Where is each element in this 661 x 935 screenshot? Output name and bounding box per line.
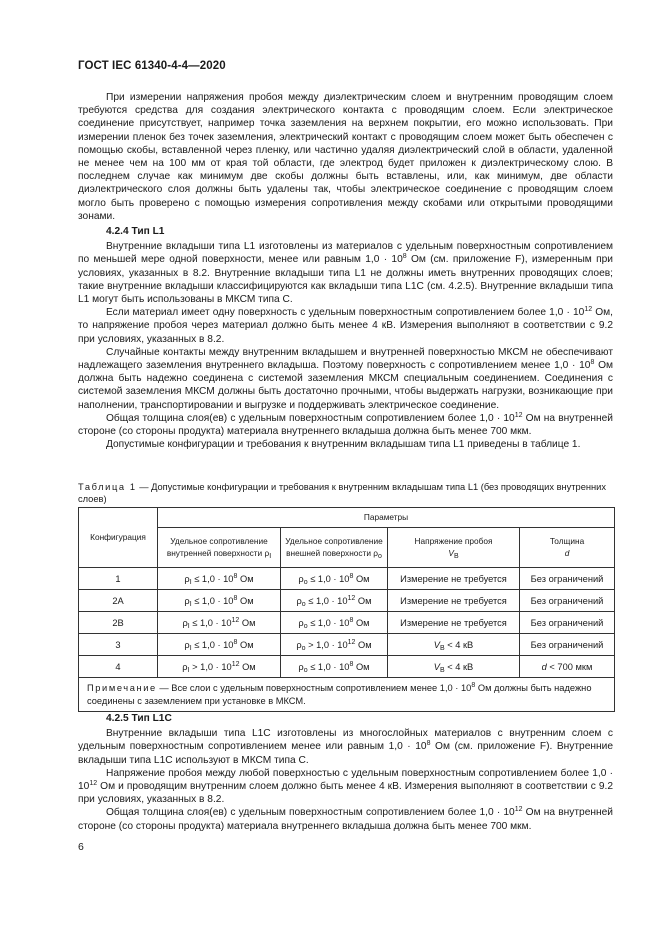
cell-thickness: Без ограничений: [520, 634, 615, 656]
col-header-config: Конфигурация: [79, 508, 158, 568]
paragraph: Случайные контакты между внутренним вкладышем и внутренней поверхностью МКСМ не обеспечивают надлежащего заземления внутреннего вкладыша. Поэтому поверхность с сопротивлением менее $1,0 \cdot 10^8$ Ом должна быть надежно соединена с системой заземления МКСМ специальным соединением. Соединения с системой заземления МКСМ должны быть достаточно прочными, чтобы выдержать нагрузки, возникающие при наполнении, транспортировании и выгрузке и поддерживать электрическое соединение.: [78, 346, 613, 411]
cell-voltage: $V_B < 4$ кВ: [388, 634, 520, 656]
cell-voltage: Измерение не требуется: [388, 612, 520, 634]
table-row: [79, 590, 615, 612]
cell-inner: $\rho_I \le 1,0 \cdot 10^{12}$ Ом: [158, 612, 281, 634]
cell-thickness: Без ограничений: [520, 568, 615, 590]
cell-config: 3: [79, 634, 158, 656]
cell-thickness: d < 700 мкм: [520, 656, 615, 678]
table-caption: Таблица 1 — Допустимые конфигурации и требования к внутренним вкладышам типа L1 (без проводящих внутренних слоев): [78, 482, 607, 504]
cell-outer: $\rho_o > 1,0 \cdot 10^{12}$ Ом: [281, 634, 388, 656]
paragraph: Допустимые конфигурации и требования к внутренним вкладышам типа L1 приведены в таблице 1.: [106, 439, 581, 451]
page-header: ГОСТ IEC 61340-4-4—2020: [78, 60, 226, 72]
cell-voltage: Измерение не требуется: [388, 590, 520, 612]
cell-outer: $\rho_o \le 1,0 \cdot 10^{12}$ Ом: [281, 590, 388, 612]
intro-paragraph: При измерении напряжения пробоя между диэлектрическим слоем и внутренним проводящим слоем требуются средства для создания электрического контакта с проводящим слоем. Если электрическое соединение присутствует, например точка заземления на верхнем покрытии, его можно использовать. При измерении пленок без точек заземления, электрический контакт с проводящим слоем может быть обеспечен с помощью скобы, вставленной через пленку, или частично удаляя диэлектрический слой в области, удаленной не менее чем на 100 мм от края той области, где электрод будет приложен к диэлектрическому слою. В последнем случае как минимум две скобы должны быть вставлены, или, как минимум, две области диэлектрического слоя должны быть удалены так, чтобы электрическое соединение с проводящим слоем могло быть проверено с помощью измерения сопротивления между скобами или открытыми проводящими зонами.: [78, 92, 613, 222]
table-row: [79, 612, 615, 634]
col-header-thickness: Толщина d: [520, 528, 615, 568]
page-number: 6: [78, 841, 84, 853]
col-header-inner: Удельное сопротивление внутренней поверхности $\rho_I$: [158, 528, 281, 568]
cell-outer: $\rho_o \le 1,0 \cdot 10^8$ Ом: [281, 656, 388, 678]
table-row: [79, 568, 615, 590]
cell-config: 1: [79, 568, 158, 590]
cell-outer: $\rho_o \le 1,0 \cdot 10^8$ Ом: [281, 612, 388, 634]
paragraph: Внутренние вкладыши типа L1 изготовлены из материалов с удельным поверхностным сопротивлением по меньшей мере одной поверхности, менее или равным $1,0 \cdot 10^8$ Ом (см. приложение F), измеренным при условиях, указанных в 8.2. Внутренние вкладыши типа L1 не должны иметь внутренних проводящих слоев; такие внутренние вкладыши классифицируются как вкладыши типа L1C (см. 4.2.5). Внутренние вкладыши типа L1 могут быть использованы в МКСМ типа С.: [78, 241, 613, 306]
cell-thickness: Без ограничений: [520, 612, 615, 634]
cell-voltage: Измерение не требуется: [388, 568, 520, 590]
requirements-table: [78, 507, 615, 712]
section-heading-4-2-5: 4.2.5 Тип L1C: [106, 713, 172, 724]
cell-voltage: $V_B < 4$ кВ: [388, 656, 520, 678]
section-heading-4-2-4: 4.2.4 Тип L1: [106, 226, 165, 238]
cell-config: 2B: [79, 612, 158, 634]
cell-inner: $\rho_I \le 1,0 \cdot 10^8$ Ом: [158, 590, 281, 612]
col-header-params: Параметры: [158, 508, 615, 528]
paragraph: Напряжение пробоя между любой поверхностью с удельным поверхностным сопротивлением более $1,0 \cdot 10^{12}$ Ом и проводящим внутренним слоем должно быть менее 4 кВ. Измерения выполняют в соответствии с 9.2 при условиях, указанных в 8.2.: [78, 767, 613, 806]
cell-thickness: Без ограничений: [520, 590, 615, 612]
paragraph: Общая толщина слоя(ев) с удельным поверхностным сопротивлением более $1,0 \cdot 10^{12}$ Ом на внутренней стороне (со стороны продукта) материала внутреннего вкладыша должна быть менее 700 мкм.: [78, 411, 613, 438]
paragraph: Внутренние вкладыши типа L1C изготовлены из многослойных материалов с внутренним слоем с удельным поверхностным сопротивлением менее или равным $1,0 \cdot 10^8$ Ом (см. приложение F). Внутренние вкладыши типа L1C используют в МКСМ типа С.: [78, 728, 613, 766]
table-note-row: [79, 678, 615, 712]
cell-config: 2A: [79, 590, 158, 612]
table-note: Примечание — Все слои с удельным поверхностным сопротивлением менее $1,0 \cdot 10^8$ Ом должны быть надежно соединены с заземлением при установке в МКСМ.: [79, 678, 615, 712]
cell-inner: $\rho_I \le 1,0 \cdot 10^8$ Ом: [158, 634, 281, 656]
table-row: [79, 656, 615, 678]
section-4-2-5: [78, 712, 613, 833]
paragraph: Общая толщина слоя(ев) с удельным поверхностным сопротивлением более $1,0 \cdot 10^{12}$ Ом на внутренней стороне (со стороны продукта) материала внутреннего вкладыша должна быть менее 700 мкм.: [78, 806, 613, 832]
cell-inner: $\rho_I > 1,0 \cdot 10^{12}$ Ом: [158, 656, 281, 678]
cell-outer: $\rho_o \le 1,0 \cdot 10^8$ Ом: [281, 568, 388, 590]
main-text: [78, 91, 613, 451]
cell-config: 4: [79, 656, 158, 678]
table-row: [79, 634, 615, 656]
col-header-voltage: Напряжение пробоя $V_B$: [388, 528, 520, 568]
col-header-outer: Удельное сопротивление внешней поверхности $\rho_o$: [281, 528, 388, 568]
cell-inner: $\rho_I \le 1,0 \cdot 10^8$ Ом: [158, 568, 281, 590]
paragraph: Если материал имеет одну поверхность с удельным поверхностным сопротивлением более $1,0 \cdot 10^{12}$ Ом, то напряжение пробоя через материал должно быть менее 4 кВ. Измерения выполняют в соответствии с 9.2 при условиях, указанных в 8.2.: [78, 306, 613, 345]
